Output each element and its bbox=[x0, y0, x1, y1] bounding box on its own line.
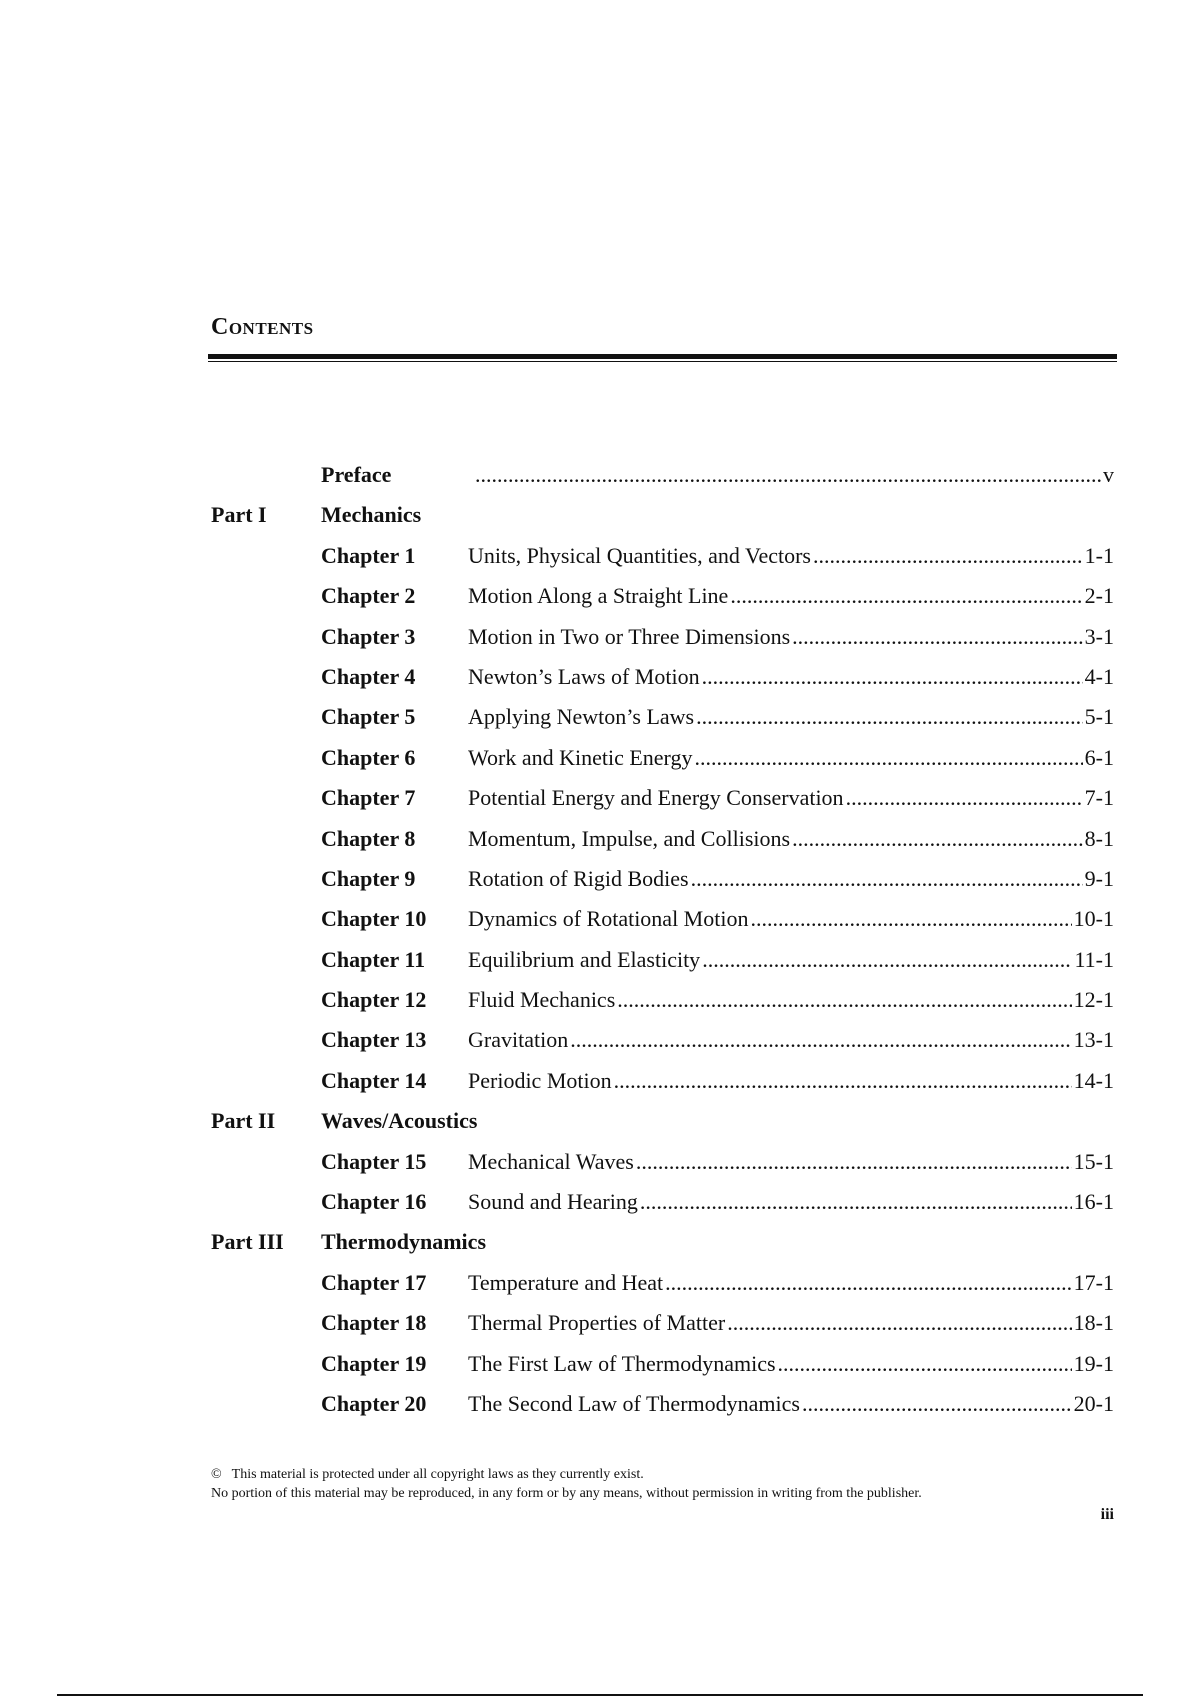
chapter-title: Gravitation bbox=[468, 1027, 569, 1053]
dot-leader bbox=[665, 1270, 1072, 1296]
chapter-label: Chapter 10 bbox=[321, 906, 427, 932]
chapter-page-number: 15-1 bbox=[1073, 1148, 1114, 1174]
preface-label: Preface bbox=[321, 462, 392, 487]
dot-leader bbox=[617, 987, 1071, 1013]
toc-chapter-row[interactable] bbox=[211, 947, 1114, 987]
chapter-title: Motion Along a Straight Line bbox=[468, 583, 729, 609]
copyright-line-1: This material is protected under all copyright laws as they currently exist. bbox=[231, 1467, 644, 1482]
toc-chapter-row[interactable] bbox=[211, 987, 1114, 1027]
chapter-label: Chapter 4 bbox=[321, 663, 416, 689]
chapter-label: Chapter 14 bbox=[321, 1067, 427, 1093]
chapter-label: Chapter 5 bbox=[321, 704, 416, 730]
dot-leader bbox=[702, 664, 1083, 690]
dot-leader bbox=[640, 1189, 1072, 1215]
toc-chapter-row[interactable] bbox=[211, 1351, 1114, 1391]
chapter-page-number: 19-1 bbox=[1073, 1350, 1114, 1376]
toc-chapter-row[interactable] bbox=[211, 1027, 1114, 1067]
copyright-line-2: No portion of this material may be reproduced, in any form or by any means, without permission in writing from the publisher. bbox=[211, 1486, 922, 1501]
toc-part-row[interactable] bbox=[211, 1229, 1114, 1269]
chapter-label: Chapter 3 bbox=[321, 623, 416, 649]
chapter-page-number: 7-1 bbox=[1084, 785, 1114, 811]
dot-leader bbox=[846, 785, 1083, 811]
chapter-title: The Second Law of Thermodynamics bbox=[468, 1390, 800, 1416]
dot-leader bbox=[778, 1351, 1072, 1377]
part-label: Part I bbox=[211, 502, 267, 528]
chapter-title: Momentum, Impulse, and Collisions bbox=[468, 825, 791, 851]
chapter-page-number: 9-1 bbox=[1084, 865, 1114, 891]
toc-chapter-row[interactable] bbox=[211, 785, 1114, 825]
toc-chapter-row[interactable] bbox=[211, 866, 1114, 906]
chapter-page-number: 6-1 bbox=[1084, 744, 1114, 770]
dot-leader bbox=[730, 583, 1082, 609]
dot-leader bbox=[702, 947, 1072, 973]
chapter-label: Chapter 6 bbox=[321, 744, 416, 770]
chapter-title: Mechanical Waves bbox=[468, 1148, 634, 1174]
chapter-label: Chapter 12 bbox=[321, 987, 427, 1013]
toc-chapter-row[interactable] bbox=[211, 664, 1114, 704]
chapter-label: Chapter 13 bbox=[321, 1027, 427, 1053]
chapter-page-number: 4-1 bbox=[1084, 663, 1114, 689]
toc-chapter-row[interactable] bbox=[211, 543, 1114, 583]
chapter-page-number: 16-1 bbox=[1073, 1189, 1114, 1215]
chapter-title: Applying Newton’s Laws bbox=[468, 704, 695, 730]
toc-chapter-row[interactable] bbox=[211, 704, 1114, 744]
chapter-page-number: 1-1 bbox=[1084, 542, 1114, 568]
part-title: Mechanics bbox=[321, 502, 422, 528]
chapter-title: Work and Kinetic Energy bbox=[468, 744, 693, 770]
chapter-label: Chapter 8 bbox=[321, 825, 416, 851]
toc-chapter-row[interactable] bbox=[211, 906, 1114, 946]
dot-leader bbox=[813, 543, 1083, 569]
toc-chapter-row[interactable] bbox=[211, 624, 1114, 664]
part-label: Part III bbox=[211, 1229, 284, 1255]
toc-chapter-row[interactable] bbox=[211, 1149, 1114, 1189]
preface-page-number: v bbox=[1103, 462, 1114, 487]
chapter-title: Equilibrium and Elasticity bbox=[468, 946, 701, 972]
page-number: iii bbox=[1100, 1506, 1114, 1523]
chapter-title: Thermal Properties of Matter bbox=[468, 1310, 726, 1336]
bottom-rule bbox=[57, 1694, 1143, 1696]
chapter-title: Units, Physical Quantities, and Vectors bbox=[468, 542, 811, 568]
toc-chapter-row[interactable] bbox=[211, 1270, 1114, 1310]
chapter-title: Potential Energy and Energy Conservation bbox=[468, 785, 844, 811]
title-rule-thin bbox=[208, 361, 1117, 362]
copyright-notice bbox=[211, 1465, 1114, 1503]
toc-chapter-row[interactable] bbox=[211, 1068, 1114, 1108]
chapter-label: Chapter 18 bbox=[321, 1310, 427, 1336]
dot-leader bbox=[696, 704, 1083, 730]
toc-chapter-row[interactable] bbox=[211, 1391, 1114, 1431]
page-title: Contents bbox=[211, 314, 314, 340]
chapter-title: Rotation of Rigid Bodies bbox=[468, 865, 689, 891]
chapter-label: Chapter 9 bbox=[321, 865, 416, 891]
dot-leader bbox=[750, 906, 1071, 932]
part-label: Part II bbox=[211, 1108, 276, 1134]
title-rule-thick bbox=[208, 354, 1117, 359]
chapter-label: Chapter 16 bbox=[321, 1189, 427, 1215]
chapter-label: Chapter 20 bbox=[321, 1390, 427, 1416]
toc-chapter-row[interactable] bbox=[211, 826, 1114, 866]
toc-chapter-row[interactable] bbox=[211, 745, 1114, 785]
chapter-page-number: 2-1 bbox=[1084, 583, 1114, 609]
chapter-page-number: 12-1 bbox=[1073, 987, 1114, 1013]
dot-leader bbox=[727, 1310, 1071, 1336]
dot-leader bbox=[636, 1149, 1072, 1175]
dot-leader bbox=[570, 1027, 1071, 1053]
chapter-title: Newton’s Laws of Motion bbox=[468, 663, 700, 689]
dot-leader bbox=[691, 866, 1083, 892]
chapter-label: Chapter 15 bbox=[321, 1148, 427, 1174]
chapter-title: Temperature and Heat bbox=[468, 1269, 664, 1295]
chapter-label: Chapter 17 bbox=[321, 1269, 427, 1295]
chapter-title: Motion in Two or Three Dimensions bbox=[468, 623, 791, 649]
chapter-page-number: 17-1 bbox=[1073, 1269, 1114, 1295]
chapter-page-number: 14-1 bbox=[1073, 1067, 1114, 1093]
chapter-title: Dynamics of Rotational Motion bbox=[468, 906, 749, 932]
chapter-label: Chapter 1 bbox=[321, 542, 416, 568]
dot-leader bbox=[792, 624, 1083, 650]
chapter-page-number: 20-1 bbox=[1073, 1390, 1114, 1416]
toc-chapter-row[interactable] bbox=[211, 1310, 1114, 1350]
chapter-page-number: 18-1 bbox=[1073, 1310, 1114, 1336]
chapter-label: Chapter 19 bbox=[321, 1350, 427, 1376]
chapter-title: Periodic Motion bbox=[468, 1067, 612, 1093]
toc-part-row[interactable] bbox=[211, 502, 1114, 542]
dot-leader bbox=[792, 826, 1083, 852]
chapter-title: The First Law of Thermodynamics bbox=[468, 1350, 776, 1376]
chapter-page-number: 8-1 bbox=[1084, 825, 1114, 851]
chapter-page-number: 13-1 bbox=[1073, 1027, 1114, 1053]
chapter-page-number: 5-1 bbox=[1084, 704, 1114, 730]
chapter-label: Chapter 7 bbox=[321, 785, 416, 811]
toc-chapter-row[interactable] bbox=[211, 1189, 1114, 1229]
dot-leader bbox=[802, 1391, 1072, 1417]
part-title: Thermodynamics bbox=[321, 1229, 486, 1255]
dot-leader bbox=[694, 745, 1082, 771]
chapter-page-number: 11-1 bbox=[1074, 946, 1114, 972]
part-title: Waves/Acoustics bbox=[321, 1108, 478, 1134]
chapter-label: Chapter 2 bbox=[321, 583, 416, 609]
chapter-page-number: 3-1 bbox=[1084, 623, 1114, 649]
table-of-contents bbox=[211, 462, 1114, 1431]
dot-leader bbox=[475, 462, 1101, 488]
chapter-title: Sound and Hearing bbox=[468, 1189, 638, 1215]
chapter-page-number: 10-1 bbox=[1073, 906, 1114, 932]
chapter-title: Fluid Mechanics bbox=[468, 987, 616, 1013]
toc-chapter-row[interactable] bbox=[211, 583, 1114, 623]
toc-preface-row[interactable] bbox=[211, 462, 1114, 502]
dot-leader bbox=[614, 1068, 1072, 1094]
toc-part-row[interactable] bbox=[211, 1108, 1114, 1148]
copyright-symbol: © bbox=[211, 1467, 222, 1482]
chapter-label: Chapter 11 bbox=[321, 946, 426, 972]
